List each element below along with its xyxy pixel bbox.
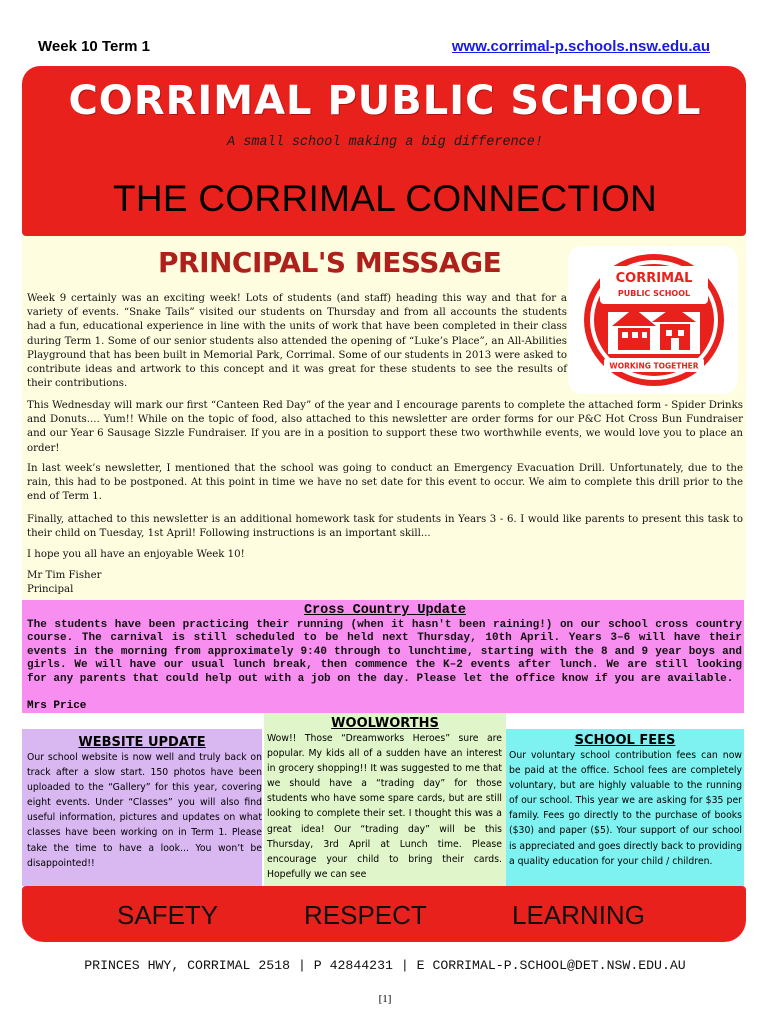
- cross-country-body: The students have been practicing their running (when it hasn't been raining!) on our school cross country course. The carnival is still scheduled to be held next Thursday, 10th April. Years 3–6 will have their events in the morning from approximately 9:40 through to lunchtime, starting with the 8 and 9 year boys and girls. We will have our usual lunch break, then commence the K–2 events after lunch. We are still looking for any parents that could help out with a job on the day. Please let the office know if you are available.: [27, 619, 742, 685]
- issue-label: Week 10 Term 1: [38, 38, 151, 55]
- newsletter-title: THE CORRIMAL CONNECTION: [112, 178, 658, 219]
- logo-top-text: CORRIMAL: [615, 271, 693, 286]
- principal-signature: [27, 569, 327, 597]
- logo-middle-text: PUBLIC SCHOOL: [617, 289, 691, 298]
- website-link[interactable]: www.corrimal-p.schools.nsw.edu.au: [451, 38, 710, 55]
- cross-country-title: Cross Country Update: [303, 603, 467, 618]
- woolworths-title: WOOLWORTHS: [331, 716, 439, 731]
- cross-country-signature: Mrs Price: [27, 700, 87, 712]
- page-number: [1]: [378, 993, 392, 1005]
- school-logo: [582, 252, 726, 388]
- school-building-icon: [608, 306, 700, 354]
- tagline: A small school making a big difference!: [227, 135, 543, 150]
- value-safety: SAFETY: [117, 900, 219, 930]
- signature-role: Principal: [27, 584, 74, 596]
- principal-paragraph: Finally, attached to this newsletter is an additional homework task for students in Years 3 - 6. I would like parents to present this task to their child on Tuesday, 1st April! Following instructions is an important skill...: [27, 514, 743, 540]
- signature-name: Mr Tim Fisher: [27, 570, 102, 581]
- principal-title: PRINCIPAL'S MESSAGE: [158, 246, 502, 279]
- value-learning: LEARNING: [512, 900, 645, 930]
- principal-paragraph: This Wednesday will mark our first “Canteen Red Day” of the year and I encourage parents to complete the attached form - Spider Drinks and Donuts.... Yum!! While on the topic of food, also attached to this newsletter are order forms for our P&C Hot Cross Bun Fundraiser and our Year 6 Sausage Sizzle Fundraiser. If you are in a position to support these two worthwhile events, we would love you to place an order!: [27, 400, 743, 454]
- school-fees-title: SCHOOL FEES: [574, 733, 676, 748]
- logo-bottom-text: WORKING TOGETHER: [609, 361, 699, 371]
- woolworths-body: Wow!! Those “Dreamworks Heroes” sure are popular. My kids all of a sudden have an interest in grocery shopping!! It was suggested to me that we should have a “trading day” for those students who have some spare cards, but are still looking to complete their set. I thought this was a great idea! Our “trading day” will be this Thursday, 3rd April at Lunch time. Please encourage your child to bring their cards. Hopefully we can see: [267, 733, 502, 880]
- footer-contact: PRINCES HWY, CORRIMAL 2518 | P 42844231 | E CORRIMAL-P.SCHOOL@DET.NSW.EDU.AU: [84, 958, 686, 973]
- website-update-body: Our school website is now well and truly back on track after a slow start. 150 photos have been uploaded to the “Gallery” for this year, covering eight events. Under “Classes” you will also find useful information, pictures and updates on what classes have been working on in Term 1. Please take the time to have a look... You won’t be disappointed!!: [27, 752, 262, 869]
- principal-paragraph: In last week’s newsletter, I mentioned that the school was going to conduct an Emergency Evacuation Drill. Unfortunately, due to the rain, this had to be postponed. At this point in time we have no set date for this event to occur. We aim to complete this drill prior to the end of Term 1.: [27, 463, 743, 503]
- value-respect: RESPECT: [304, 900, 427, 930]
- principal-closing: I hope you all have an enjoyable Week 10!: [27, 549, 245, 560]
- school-fees-body: Our voluntary school contribution fees can now be paid at the office. School fees are completely voluntary, but are highly valuable to the running of our school. This year we are asking for $35 per family. Fees go directly to the purchase of books ($30) and paper ($5). Your support of our school is appreciated and goes directly back to providing a quality education for your child / children.: [509, 750, 742, 867]
- website-update-title: WEBSITE UPDATE: [78, 735, 206, 750]
- principal-paragraph: Week 9 certainly was an exciting week! Lots of students (and staff) heading this way and that for a variety of events. “Snake Tails” visited our students on Thursday and from all accounts the students had a fun, educational experience in line with the units of work that have been completed in their class during Term 1. Some of our senior students also attended the opening of “Luke’s Place”, an All-Abilities Playground that has been built in Memorial Park, Corrimal. Some of our students in 2013 were asked to contribute ideas and artwork to this concept and it was great for these students to see the results of their contributions.: [27, 293, 567, 390]
- school-name: CORRIMAL PUBLIC SCHOOL: [68, 78, 702, 124]
